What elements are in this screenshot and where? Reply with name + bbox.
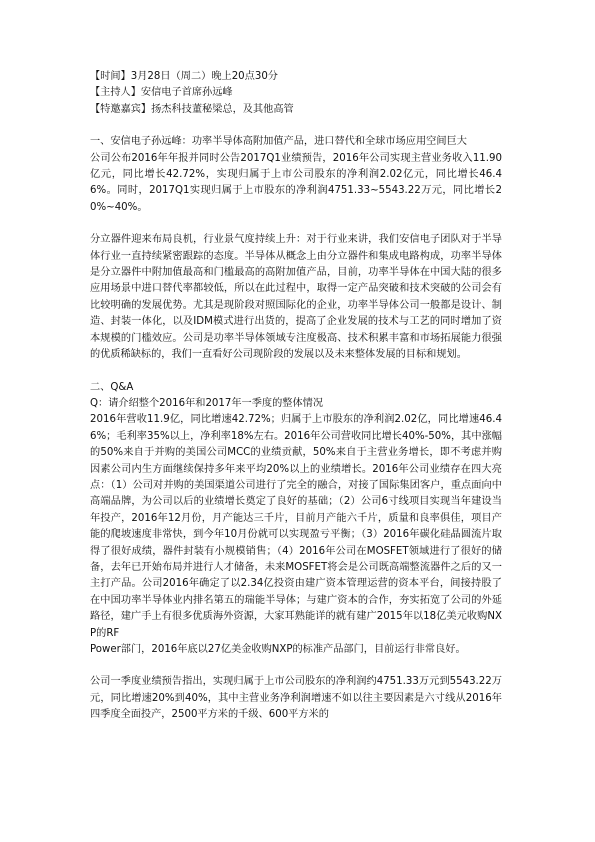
answer-1: 2016年营收11.9亿，同比增速42.72%；归属于上市股东的净利润2.02亿，同比增速46.46%；毛利率35%以上，净利率18%左右。2016年公司营收同比增长40%-50%，其中涨幅的50%来自于并购的美国公司MCC的业绩贡献，50%来自于主营业务增长，即不考虑并购因素公司内生方面继续保持多年来平均20%以上的业绩增长。2016年公司业绩存在四大亮点：（1）公司对并购的美国渠道公司进行了完全的融合，对接了国际集团客户，重点面向中高端品牌，为公司以后的业绩增长奠定了良好的基础；（2）公司6寸线项目实现当年建设当年投产，2016年12月份，月产能达三千片，目前月产能六千片，质量和良率俱佳，项目产能的爬坡速度非常快，到今年10月份就可以实现盈亏平衡；（3）2016年碳化硅晶圆流片取得了很好成绩，器件封装有小规模销售；（4）2016年公司在MOSFET领域进行了很好的储备，去年已开始布局并进行人才储备，未来MOSFET将会是公司既高端整流器件之后的又一主打产品。公司2016年确定了以2.34亿投资由建广资本管理运营的资本平台，间接持股了在中国功率半导体业内排名第五的瑞能半导体；与建广资本的合作，夯实拓宽了公司的外延路径，建广手上有很多优质海外资源，大家耳熟能详的就有建广2015年以18亿美元收购NXP的RF bbox=[90, 414, 502, 639]
question-1: Q：请介绍整个2016年和2017年一季度的整体情况 bbox=[90, 397, 324, 409]
paragraph-industry-outlook: 分立器件迎来布局良机，行业景气度持续上升：对于行业来讲，我们安信电子团队对于半导体行业一直持续紧密跟踪的态度。半导体从概念上由分立器件和集成电路构成，功率半导体是分立器件中附加值最高和门槛最高的高附加值产品，目前，功率半导体在中国大陆的很多应用场景中进口替代率都较低，所以在此过程中，取得一定产品突破和技术突破的公司会有比较明确的发展优势。尤其是现阶段对照国际化的企业，功率半导体公司一般都是设计、制造、封装一体化，以及IDM模式进行出货的，提高了企业发展的技术与工艺的同时增加了资本规模的门槛效应。公司是功率半导体领域专注度极高、技术积累丰富和市场拓展能力很强的优质稀缺标的，我们一直看好公司现阶段的发展以及未来整体发展的目标和规划。 bbox=[90, 234, 502, 361]
spacer bbox=[90, 364, 502, 380]
section-1-title: 一、安信电子孙远峰：功率半导体高附加值产品，进口替代和全球市场应用空间巨大 bbox=[90, 136, 467, 148]
spacer bbox=[90, 216, 502, 232]
meeting-time: 【时间】3月28日（周二）晚上20点30分 bbox=[90, 71, 278, 82]
section-2-title: 二、Q&A bbox=[90, 381, 134, 393]
meeting-guest: 【特邀嘉宾】扬杰科技董秘梁总，及其他高管 bbox=[90, 103, 294, 115]
document-body bbox=[90, 69, 502, 724]
meeting-info bbox=[90, 69, 502, 118]
spacer bbox=[90, 658, 502, 674]
paragraph-q1-forecast: 公司一季度业绩预告指出，实现归属于上市公司股东的净利润约4751.33万元到5543.22万元，同比增速20%到40%，其中主营业务净利润增速不如以往主要因素是六寸线从2016年四季度全面投产，2500平方米的千级、600平方米的 bbox=[90, 676, 502, 721]
paragraph-annual-report: 公司公布2016年年报并同时公告2017Q1业绩预告，2016年公司实现主营业务收入11.90亿元，同比增长42.72%，实现归属于上市公司股东的净利润2.02亿元，同比增长46.46%。同时，2017Q1实现归属于上市股东的净利润4751.33~5543.22万元，同比增长20%~40%。 bbox=[90, 152, 502, 213]
answer-1-continued: Power部门，2016年底以27亿美金收购NXP的标准产品部门，目前运行非常良好。 bbox=[90, 644, 466, 655]
meeting-host: 【主持人】安信电子首席孙远峰 bbox=[90, 87, 233, 99]
spacer bbox=[90, 118, 502, 134]
